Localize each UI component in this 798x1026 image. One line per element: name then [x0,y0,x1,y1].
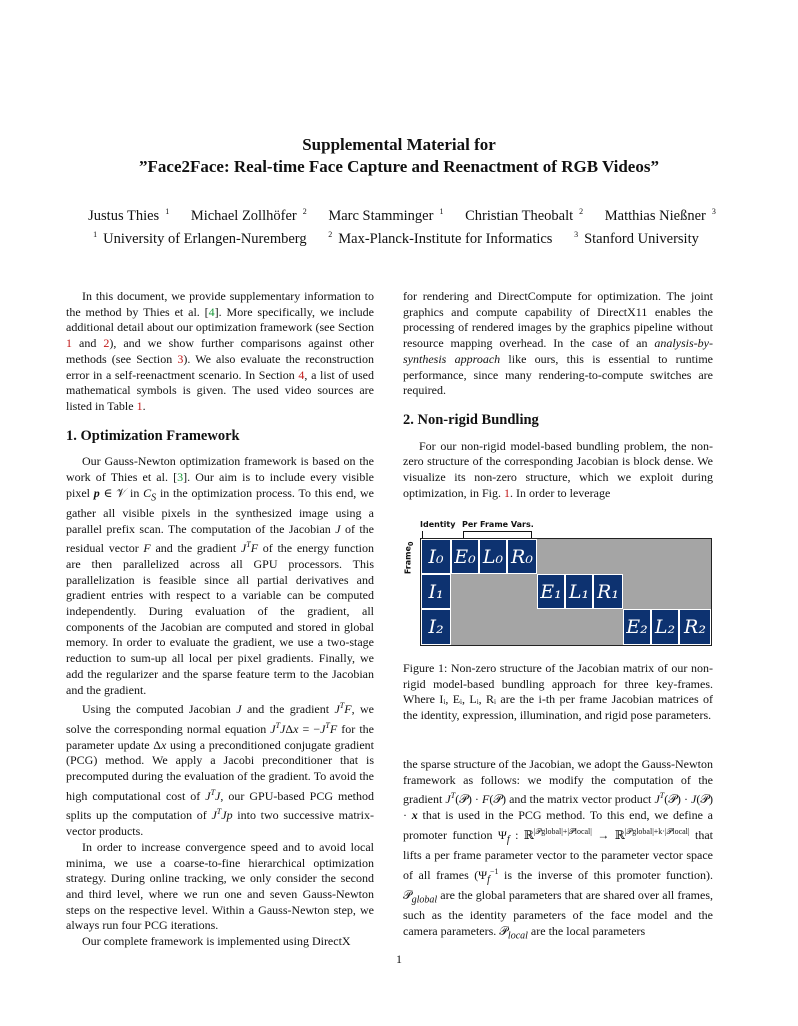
right-column [403,289,713,501]
block-I0: I₀ [421,539,451,574]
author: Matthias Nießner [604,207,706,224]
affiliation: Max-Planck-Institute for Informatics [338,230,553,247]
block-E1: E₁ [537,574,565,609]
section2-heading: 2. Non-rigid Bundling [403,411,539,428]
block-I2: I₂ [421,609,451,645]
block-R2: R₂ [679,609,711,645]
author: Christian Theobalt [465,207,574,224]
identity-label: Identity [420,520,456,529]
block-E0: E₀ [451,539,479,574]
affiliation: Stanford University [584,230,699,247]
paper-title-line1: Supplemental Material for [302,135,496,154]
frame-label: Frame$_0$ [403,541,416,575]
section1-heading: 1. Optimization Framework [66,427,240,444]
block-R1: R₁ [593,574,623,609]
author-list: Justus Thies $^1$ Michael Zollhöfer $^2$ Marc Stamminger $^1$ Christian Theobalt $^2$ Matthias Nießner $^3$ [88,207,716,224]
paragraph: Using the computed Jacobian J and the gradient $J^TF$, we solve the corresponding normal equation $J^TJ\Delta x = -J^TF$ for the parameter update Δx using a preconditioned conjugate gradient (PCG) method. We apply a Jacobi preconditioner that is precomputed during the evaluation of the gradient. To avoid the high computational cost of $J^TJ$, our GPU-based PCG method splits up the computation of $J^TJp$ into two successive matrix-vector products. [66,701,374,839]
right-column-continued [403,757,713,944]
paragraph: Our complete framework is implemented using DirectX [82,934,351,949]
paragraph: In order to increase convergence speed and to avoid local minima, we use a coarse-to-fine hierarchical optimization strategy. During online tracking, we only consider the second and third level, where we run one and seven Gauss-Newton steps on the respective level. Within a Gauss-Newton step, we always run four PCG iterations. [66,839,374,933]
intro-paragraph: In this document, we provide supplementary information to the method by Thies et al. [4]. More specifically, we include additional detail about our optimization framework (see Section 1 and 2), and we show further comparisons against other methods (see Section 3). We also evaluate the reconstruction error in a self-reenactment scenario. In Section 4, a list of used mathematical symbols is given. The used video sources are listed in Table 1. [66,289,374,413]
affiliation-list: $^1$ University of Erlangen-Nuremberg $^2$ Max-Planck-Institute for Informatics $^3$ Stanford University [93,230,699,247]
paper-title-line2: ”Face2Face: Real-time Face Capture and Reenactment of RGB Videos” [139,157,659,176]
block-L0: L₀ [479,539,507,574]
paragraph: For our non-rigid model-based bundling problem, the non-zero structure of the corresponding Jacobian is block dense. We visualize its non-zero structure, which we exploit during optimization, in Fig. 1. In order to leverage [403,438,713,500]
block-L2: L₂ [651,609,679,645]
paragraph: Our Gauss-Newton optimization framework is based on the work of Thies et al. [3]. Our aim is to include every visible pixel p ∈ 𝒱 in $C_S$ in the optimization process. To this end, we gather all visible pixels in the synthesized image using a parallel prefix scan. The computation of the Jacobian J of the residual vector F and the gradient $J^TF$ of the energy function are then parallelized across all GPU processors. This parallelization is feasible since all partial derivatives and gradient entries with respect to a variable can be computed independently. During evaluation of the gradient, all components of the Jacobian are computed and stored in global memory. In order to evaluate the gradient, we use a two-stage reduction to sum-up all local per pixel gradients. Finally, we add the regularizer and the sparse feature term to the Jacobian and the gradient. [66,454,374,697]
paragraph: the sparse structure of the Jacobian, we adopt the Gauss-Newton framework as follows: we modify the computation of the gradient $J^T(𝒫)$ · F(𝒫) and the matrix vector product $J^T(𝒫)$ · J(𝒫) · x that is used in the PCG method. To this end, we define a promoter function $\Psi_f$ : ℝ$^{|𝒫global|+|𝒫local|}$ → ℝ$^{|𝒫global|+k\cdot|𝒫local|}$ that lifts a per frame parameter vector to the parameter vector space of all frames ($\Psi_f^{-1}$ is the inverse of this promoter function). 𝒫$_{global}$ are the global parameters that are shared over all frames, such as the identity parameters of the face model and the camera parameters. 𝒫$_{local}$ are the local parameters [403,757,714,941]
author: Marc Stamminger [328,207,434,224]
page-number: 1 [396,952,402,966]
left-column [66,289,374,950]
paragraph: for rendering and DirectCompute for optimization. The joint graphics and compute capability of DirectX11 enables the processing of rendered images by the graphics pipeline without resource mapping overhead. In the case of an analysis-by-synthesis approach like ours, this is essential to runtime performance, since many rendering-to-compute switches are required. [403,289,713,398]
affiliation: University of Erlangen-Nuremberg [103,230,307,247]
author: Michael Zollhöfer [190,207,297,224]
perframe-label: Per Frame Vars. [462,520,534,529]
figure-caption: Figure 1: Non-zero structure of the Jacobian matrix of our non-rigid model-based bundling approach for three key-frames. Where Iᵢ, Eᵢ, Lᵢ, Rᵢ are the i-th per frame Jacobian matrices of the identity, expression, illumination, and rigid pose parameters. [403,661,713,723]
block-L1: L₁ [565,574,593,609]
author: Justus Thies [88,207,160,224]
jacobian-figure [403,520,715,646]
block-R0: R₀ [507,539,537,574]
block-I1: I₁ [421,574,451,609]
block-E2: E₂ [623,609,651,645]
